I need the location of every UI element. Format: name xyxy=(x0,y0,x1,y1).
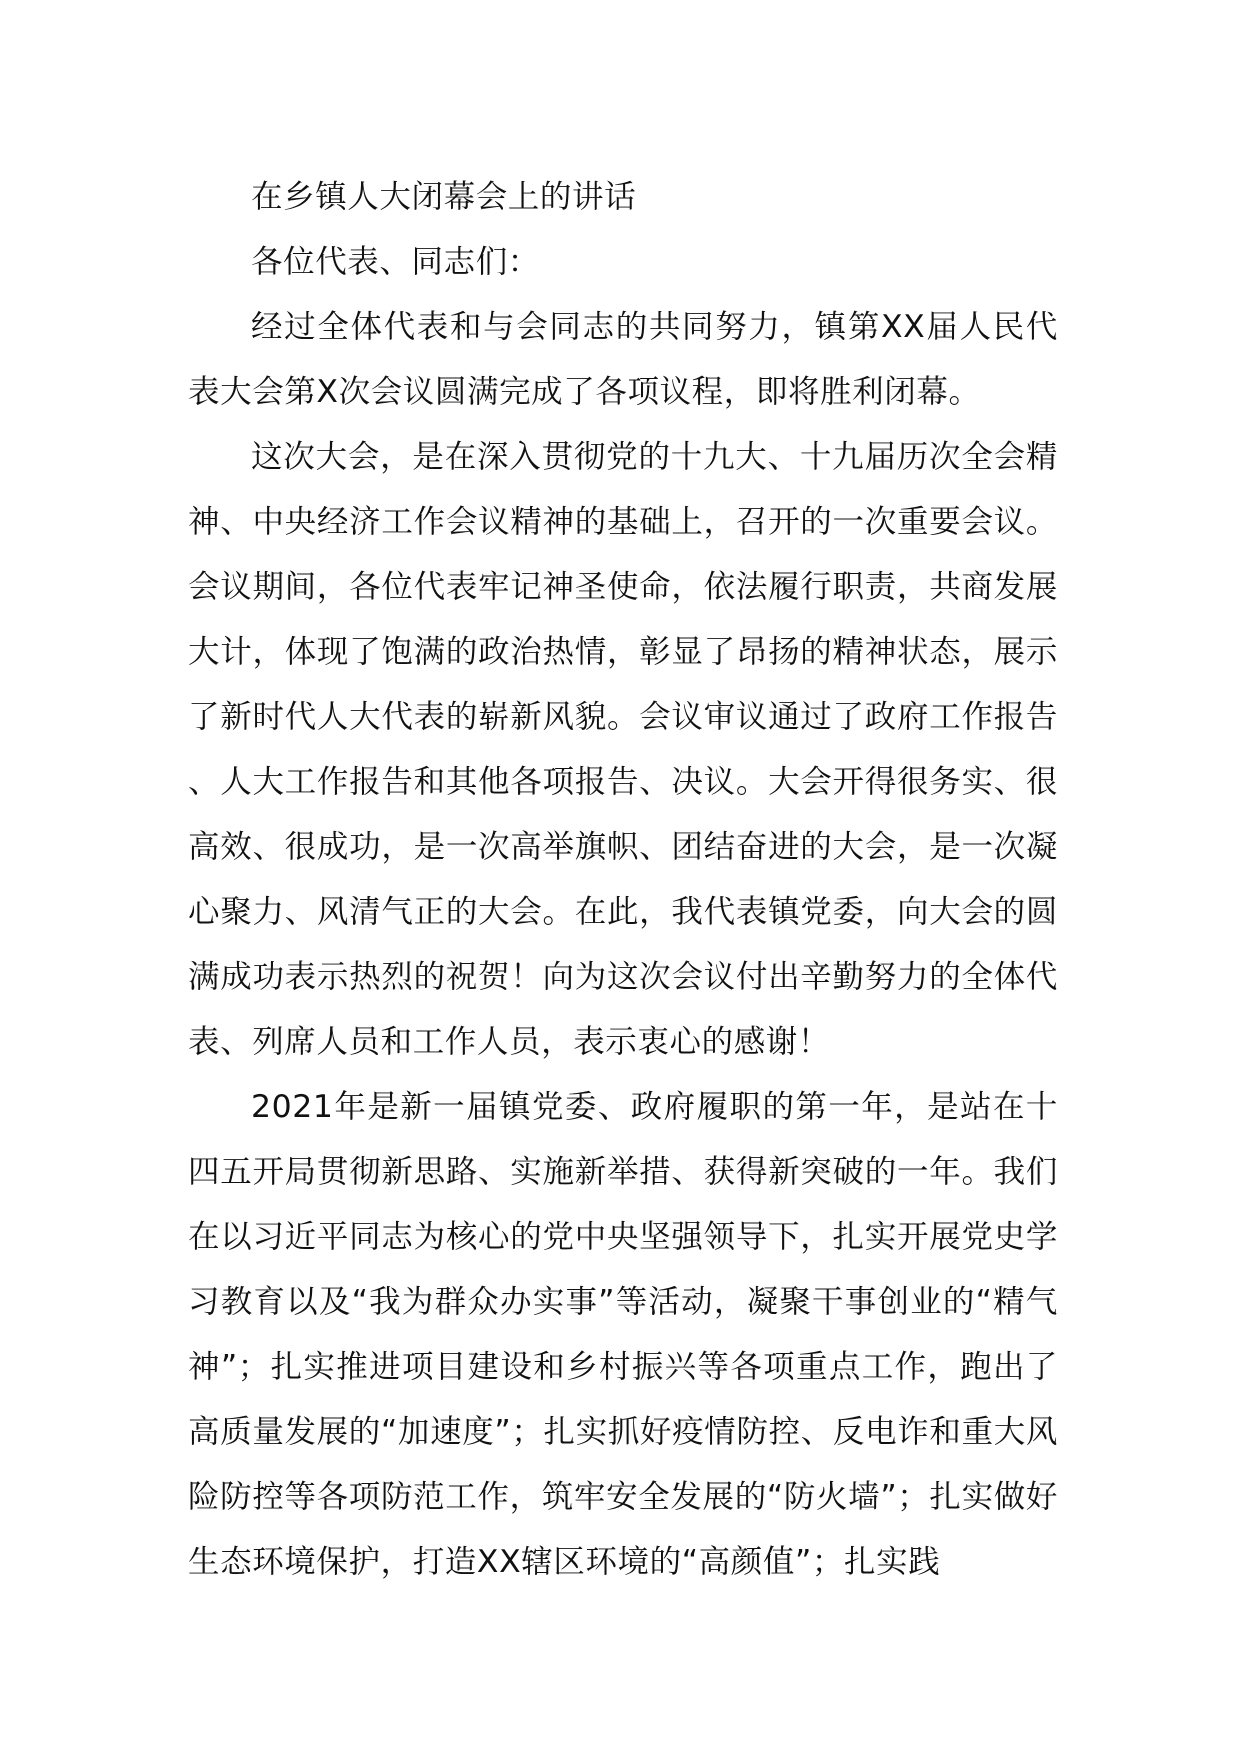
document-title: 在乡镇人大闭幕会上的讲话 xyxy=(251,179,637,215)
document-body xyxy=(188,165,1058,1595)
salutation: 各位代表、同志们： xyxy=(251,244,540,280)
paragraph-1: 经过全体代表和与会同志的共同努力，镇第XX届人民代表大会第X次会议圆满完成了各项议程，即将胜利闭幕。 xyxy=(188,309,1058,410)
paragraph-3: 2021年是新一届镇党委、政府履职的第一年，是站在十四五开局贯彻新思路、实施新举措、获得新突破的一年。我们在以习近平同志为核心的党中央坚强领导下，扎实开展党史学习教育以及“我为群众办实事”等活动，凝聚干事创业的“精气神”；扎实推进项目建设和乡村振兴等各项重点工作，跑出了高质量发展的“加速度”；扎实抓好疫情防控、反电诈和重大风险防控等各项防范工作，筑牢安全发展的“防火墙”；扎实做好生态环境保护，打造XX辖区环境的“高颜值”；扎实践 xyxy=(188,1089,1058,1580)
paragraph-2: 这次大会，是在深入贯彻党的十九大、十九届历次全会精神、中央经济工作会议精神的基础上，召开的一次重要会议。会议期间，各位代表牢记神圣使命，依法履行职责，共商发展大计，体现了饱满的政治热情，彰显了昂扬的精神状态，展示了新时代人大代表的崭新风貌。会议审议通过了政府工作报告、人大工作报告和其他各项报告、决议。大会开得很务实、很高效、很成功，是一次高举旗帜、团结奋进的大会，是一次凝心聚力、风清气正的大会。在此，我代表镇党委，向大会的圆满成功表示热烈的祝贺！向为这次会议付出辛勤努力的全体代表、列席人员和工作人员，表示衷心的感谢！ xyxy=(188,439,1058,1060)
